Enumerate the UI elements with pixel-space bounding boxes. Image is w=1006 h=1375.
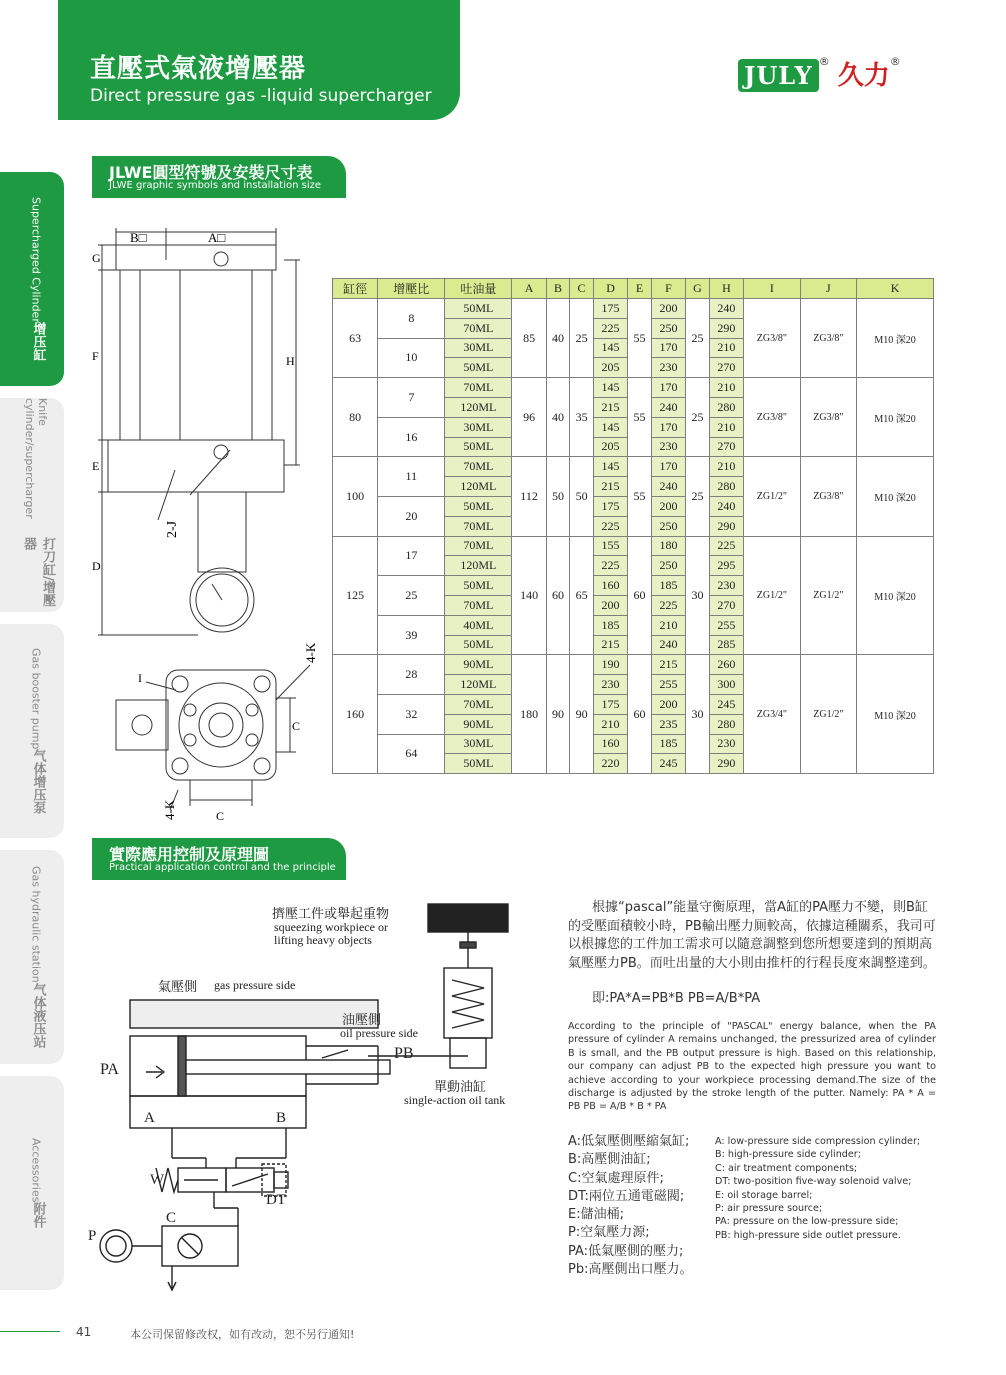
table-cell: 175 [593,496,627,516]
table-cell: 20 [378,496,445,536]
sidebar-label-en: Supercharged Cylinder [29,196,43,323]
table-cell: 200 [651,694,685,714]
logo-cn: 久力 [837,61,890,91]
table-cell: 80 [333,378,378,457]
table-cell: 17 [378,536,445,576]
table-cell: 100 [333,457,378,536]
table-cell: 50ML [445,437,512,457]
table-row [333,299,934,319]
workpiece-label-cn: 擠壓工件或舉起重物 [272,906,390,921]
table-header-cell: 吐油量 [445,279,512,299]
table-cell: 120ML [445,675,512,695]
table-cell: 170 [651,457,685,477]
section-title-en: Practical application control and the principle [109,862,336,873]
legend-item: PA:低氣壓側的壓力; [568,1243,684,1259]
table-cell: 235 [651,714,685,734]
table-cell: 210 [709,457,743,477]
principle-paragraph-cn: 根據“pascal”能量守衡原理，當A缸的PA壓力不變，則B缸的受壓面積較小時，PB輸出壓力厠較高，依據這種關系，我司可以根據您的工件加工需求可以隨意調整到您所想要達到的預期高氣壓壓力PB。而吐出量的大小則由推杆的行程長度來調整達到。 [568,900,936,971]
dim-label-c-side: C [292,719,301,733]
table-cell: ZG1/2" [744,536,801,655]
page-number: 41 [76,1325,92,1339]
table-cell: 50ML [445,576,512,596]
label-b: B [276,1110,287,1126]
table-cell: 7 [378,378,445,418]
sidebar-label-cn: 气体液压站 [30,982,46,1048]
sidebar-label-en: Gas hydraulic station [29,866,43,983]
table-cell: 155 [593,536,627,556]
sidebar-label-en: Knife cylinder/supercharger [23,398,49,519]
table-cell: 50ML [445,754,512,774]
table-cell: 230 [651,437,685,457]
table-cell: 25 [686,457,710,536]
legend-item: Pb:高壓側出口壓力。 [568,1262,693,1278]
workpiece-label-en-1: squeezing workpiece or [274,920,388,934]
table-cell: 120ML [445,477,512,497]
sidebar-label-cn: 附件 [30,1202,46,1229]
table-cell: 185 [593,615,627,635]
table-cell: 260 [709,655,743,675]
table-cell: 285 [709,635,743,655]
table-cell: ZG3/4" [744,655,801,774]
table-cell: ZG3/8" [800,457,857,536]
table-cell: 210 [709,338,743,358]
table-cell: 70ML [445,318,512,338]
table-cell: 25 [686,299,710,378]
table-cell: 35 [570,378,594,457]
table-cell: 170 [651,338,685,358]
table-cell: 205 [593,437,627,457]
table-cell: 50 [546,457,570,536]
legend-item: A:低氣壓側壓縮氣缸; [568,1134,690,1149]
label-p: P [88,1228,97,1244]
logo-en: JULY [738,59,819,92]
table-row [333,378,934,398]
table-header-cell: A [512,279,546,299]
table-header-cell: E [628,279,652,299]
table-header-cell: I [744,279,801,299]
table-cell: 225 [593,556,627,576]
dim-label-e: E [92,459,100,473]
table-cell: 190 [593,655,627,675]
table-cell: 220 [593,754,627,774]
table-cell: 145 [593,417,627,437]
table-cell: 245 [651,754,685,774]
table-cell: 30 [686,655,710,774]
principle-formula: 即:PA*A=PB*B PB=A/B*PA [592,991,761,1006]
dim-label-g: G [92,251,101,265]
table-row [333,536,934,556]
table-cell: 250 [651,318,685,338]
table-cell: 215 [593,397,627,417]
table-cell: 60 [628,536,652,655]
sidebar-label-cn: 打刀缸/增壓器 [21,536,55,607]
table-cell: 240 [709,299,743,319]
table-cell: 145 [593,457,627,477]
sidebar-item-knife-cylinder[interactable] [0,398,64,612]
principle-paragraph-en: According to the principle of "PASCAL" energy balance, when the PA pressure of cylinder A remains unchanged, the pressurized area of cylinder B is small, and the PB output pressure is high. Based on this relationship, our company can adjust PB to the expected high pressure you want to achieve according to your workpiece processing demand.The size of the discharge is adjusted by the stroke length of the putter. Namely: PA * A = PB PB = A/B * B * PA [568,1021,936,1113]
section-heading-principle [92,838,346,880]
table-cell: ZG1/2" [800,536,857,655]
table-cell: 160 [333,655,378,774]
table-cell: 40 [546,378,570,457]
table-cell: 230 [593,675,627,695]
table-cell: 96 [512,378,546,457]
table-cell: 120ML [445,556,512,576]
table-cell: 250 [651,556,685,576]
table-cell: 50 [570,457,594,536]
table-cell: 30 [686,536,710,655]
table-cell: 10 [378,338,445,378]
table-header-cell: C [570,279,594,299]
table-cell: 160 [593,734,627,754]
table-cell: 145 [593,378,627,398]
legend-item: P:空氣壓力源; [568,1225,650,1241]
table-cell: 60 [546,536,570,655]
legend-item: B: high-pressure side cylinder; [715,1149,861,1161]
table-cell: 90ML [445,655,512,675]
legend-item: E:儲油桶; [568,1207,624,1223]
table-cell: 280 [709,714,743,734]
label-pa: PA [100,1061,119,1078]
dim-label-4k: 4-K [303,642,318,663]
oil-side-label-cn: 油壓側 [342,1012,382,1027]
label-a: A [144,1110,155,1126]
dim-label-c-bottom: C [216,809,225,823]
legend-en [715,1135,920,1242]
table-cell: 30ML [445,734,512,754]
sidebar-item-gas-hydraulic-station[interactable] [0,850,64,1064]
table-cell: 280 [709,397,743,417]
table-cell: 40ML [445,615,512,635]
table-cell: 25 [378,576,445,616]
table-cell: 125 [333,536,378,655]
table-cell: 70ML [445,516,512,536]
page-title-en: Direct pressure gas -liquid supercharger [90,86,432,106]
table-cell: 39 [378,615,445,655]
table-cell: 255 [709,615,743,635]
legend-item: C:空氣處理原件; [568,1170,664,1186]
table-cell: ZG3/8" [800,378,857,457]
table-cell: 225 [651,595,685,615]
table-cell: 175 [593,694,627,714]
table-cell: 70ML [445,536,512,556]
section-title-cn: 實際應用控制及原理圖 [109,845,270,864]
dim-label-f: F [92,349,99,363]
brand-logo [738,55,901,92]
table-cell: 50ML [445,358,512,378]
cylinder-dimension-drawing [80,220,330,830]
oil-side-label-en: oil pressure side [340,1026,418,1040]
label-c: C [166,1210,177,1226]
table-cell: 215 [593,477,627,497]
table-cell: M10 深20 [857,536,934,655]
section-heading-installation-size [92,156,346,198]
table-cell: ZG1/2" [744,457,801,536]
table-cell: 70ML [445,694,512,714]
section-title-en: JLWE graphic symbols and installation size [109,180,321,191]
table-cell: 240 [651,477,685,497]
table-header-cell: B [546,279,570,299]
table-cell: 90ML [445,714,512,734]
table-row [333,655,934,675]
legend-item: DT: two-position five-way solenoid valve; [715,1176,912,1188]
table-cell: 85 [512,299,546,378]
table-cell: 65 [570,536,594,655]
table-cell: 290 [709,516,743,536]
table-cell: 230 [651,358,685,378]
table-header-cell: K [857,279,934,299]
table-cell: 63 [333,299,378,378]
table-cell: 170 [651,417,685,437]
dim-label-4k-bottom: 4-K [162,799,177,820]
legend-item: C: air treatment components; [715,1162,858,1174]
table-cell: 205 [593,358,627,378]
table-cell: 11 [378,457,445,497]
table-cell: 25 [686,378,710,457]
table-cell: 55 [628,457,652,536]
table-cell: ZG3/8" [800,299,857,378]
table-cell: 140 [512,536,546,655]
table-cell: 215 [651,655,685,675]
page-title-cn: 直壓式氣液增壓器 [90,54,307,84]
banner-margin [0,0,58,120]
table-cell: 28 [378,655,445,695]
table-cell: 250 [651,516,685,536]
table-cell: 64 [378,734,445,774]
table-cell: 230 [709,734,743,754]
legend-item: A: low-pressure side compression cylinder; [715,1136,921,1147]
tank-label-cn: 單動油缸 [434,1079,487,1094]
table-header-cell: D [593,279,627,299]
table-cell: 225 [593,318,627,338]
tank-label-en: single-action oil tank [404,1093,506,1107]
table-header-cell: J [800,279,857,299]
footer-note: 本公司保留修改权，如有改动，恕不另行通知! [130,1328,355,1341]
sidebar-item-accessories[interactable] [0,1076,64,1290]
table-cell: 300 [709,675,743,695]
legend-item: DT:兩位五通電磁閥; [568,1188,685,1204]
table-cell: 230 [709,576,743,596]
table-cell: 225 [709,536,743,556]
footer-rule [0,1331,60,1332]
table-cell: 70ML [445,457,512,477]
table-cell: 270 [709,437,743,457]
table-row [333,457,934,477]
table-cell: 175 [593,299,627,319]
legend-item: PB: high-pressure side outlet pressure. [715,1229,901,1241]
table-cell: 240 [651,397,685,417]
gas-side-label-cn: 氣壓側 [158,979,198,994]
gas-side-label-en: gas pressure side [214,978,296,992]
workpiece-label-en-2: lifting heavy objects [274,933,372,947]
reg-mark: ® [818,55,830,68]
section-title-cn: JLWE圓型符號及安裝尺寸表 [109,163,313,182]
table-cell: 185 [651,734,685,754]
table-cell: 210 [651,615,685,635]
table-header-cell: G [686,279,710,299]
dim-label-i: I [138,671,142,685]
legend-cn [568,1133,692,1279]
table-header-cell: 增壓比 [378,279,445,299]
table-cell: 40 [546,299,570,378]
sidebar-item-supercharged-cylinder[interactable] [0,172,64,386]
table-cell: 8 [378,299,445,339]
label-pb: PB [394,1045,414,1062]
table-cell: 30ML [445,338,512,358]
table-cell: 200 [651,496,685,516]
table-cell: 240 [709,496,743,516]
table-cell: 70ML [445,595,512,615]
table-cell: 185 [651,576,685,596]
table-cell: 270 [709,595,743,615]
principle-schematic [86,896,546,1306]
table-cell: M10 深20 [857,655,934,774]
dim-label-d: D [92,559,101,573]
table-cell: ZG3/8" [744,378,801,457]
legend-item: P: air pressure source; [715,1203,823,1215]
table-cell: M10 深20 [857,457,934,536]
table-cell: 60 [628,655,652,774]
table-cell: 112 [512,457,546,536]
table-cell: 170 [651,378,685,398]
table-cell: 270 [709,358,743,378]
table-cell: 120ML [445,397,512,417]
dim-label-b: B□ [130,230,147,245]
legend-item: E: oil storage barrel; [715,1189,813,1201]
table-cell: 160 [593,576,627,596]
table-cell: 180 [651,536,685,556]
sidebar-label-cn: 增压缸 [30,322,46,362]
table-cell: 30ML [445,417,512,437]
table-header-cell: H [709,279,743,299]
legend-item: B:高壓側油缸; [568,1152,651,1168]
legend-item: PA: pressure on the low-pressure side; [715,1216,899,1228]
table-cell: 180 [512,655,546,774]
dim-label-a: A□ [208,230,226,245]
table-cell: 55 [628,378,652,457]
table-cell: 25 [570,299,594,378]
label-w: W [150,1172,165,1188]
table-cell: 255 [651,675,685,695]
table-cell: M10 深20 [857,378,934,457]
table-cell: 90 [570,655,594,774]
table-cell: 50ML [445,496,512,516]
table-cell: ZG1/2" [800,655,857,774]
label-dt: DT [266,1192,286,1208]
reg-mark-2: ® [889,55,901,68]
table-cell: 16 [378,417,445,457]
table-cell: 210 [709,378,743,398]
table-cell: 245 [709,694,743,714]
table-header-cell: F [651,279,685,299]
table-cell: 240 [651,635,685,655]
sidebar-label-en: Accessories [29,1137,43,1203]
dim-label-2j: 2-J [165,520,180,538]
table-cell: 210 [709,417,743,437]
table-header-row [333,279,934,299]
table-cell: M10 深20 [857,299,934,378]
table-cell: 200 [651,299,685,319]
table-cell: 210 [593,714,627,734]
dim-label-h: H [286,354,295,368]
table-cell: 32 [378,694,445,734]
sidebar-item-gas-booster-pump[interactable] [0,624,64,838]
table-cell: 280 [709,477,743,497]
table-cell: 70ML [445,378,512,398]
sidebar-label-cn: 气体增压泵 [30,749,46,815]
table-cell: 55 [628,299,652,378]
table-cell: 50ML [445,299,512,319]
table-header-cell: 缸徑 [333,279,378,299]
table-cell: 200 [593,595,627,615]
table-cell: 50ML [445,635,512,655]
sidebar-label-en: Gas booster pump [29,647,43,750]
table-cell: 290 [709,754,743,774]
table-cell: 225 [593,516,627,536]
installation-size-table [332,278,934,774]
table-cell: 145 [593,338,627,358]
table-cell: 90 [546,655,570,774]
table-cell: 215 [593,635,627,655]
table-cell: 295 [709,556,743,576]
table-cell: 290 [709,318,743,338]
table-cell: ZG3/8" [744,299,801,378]
